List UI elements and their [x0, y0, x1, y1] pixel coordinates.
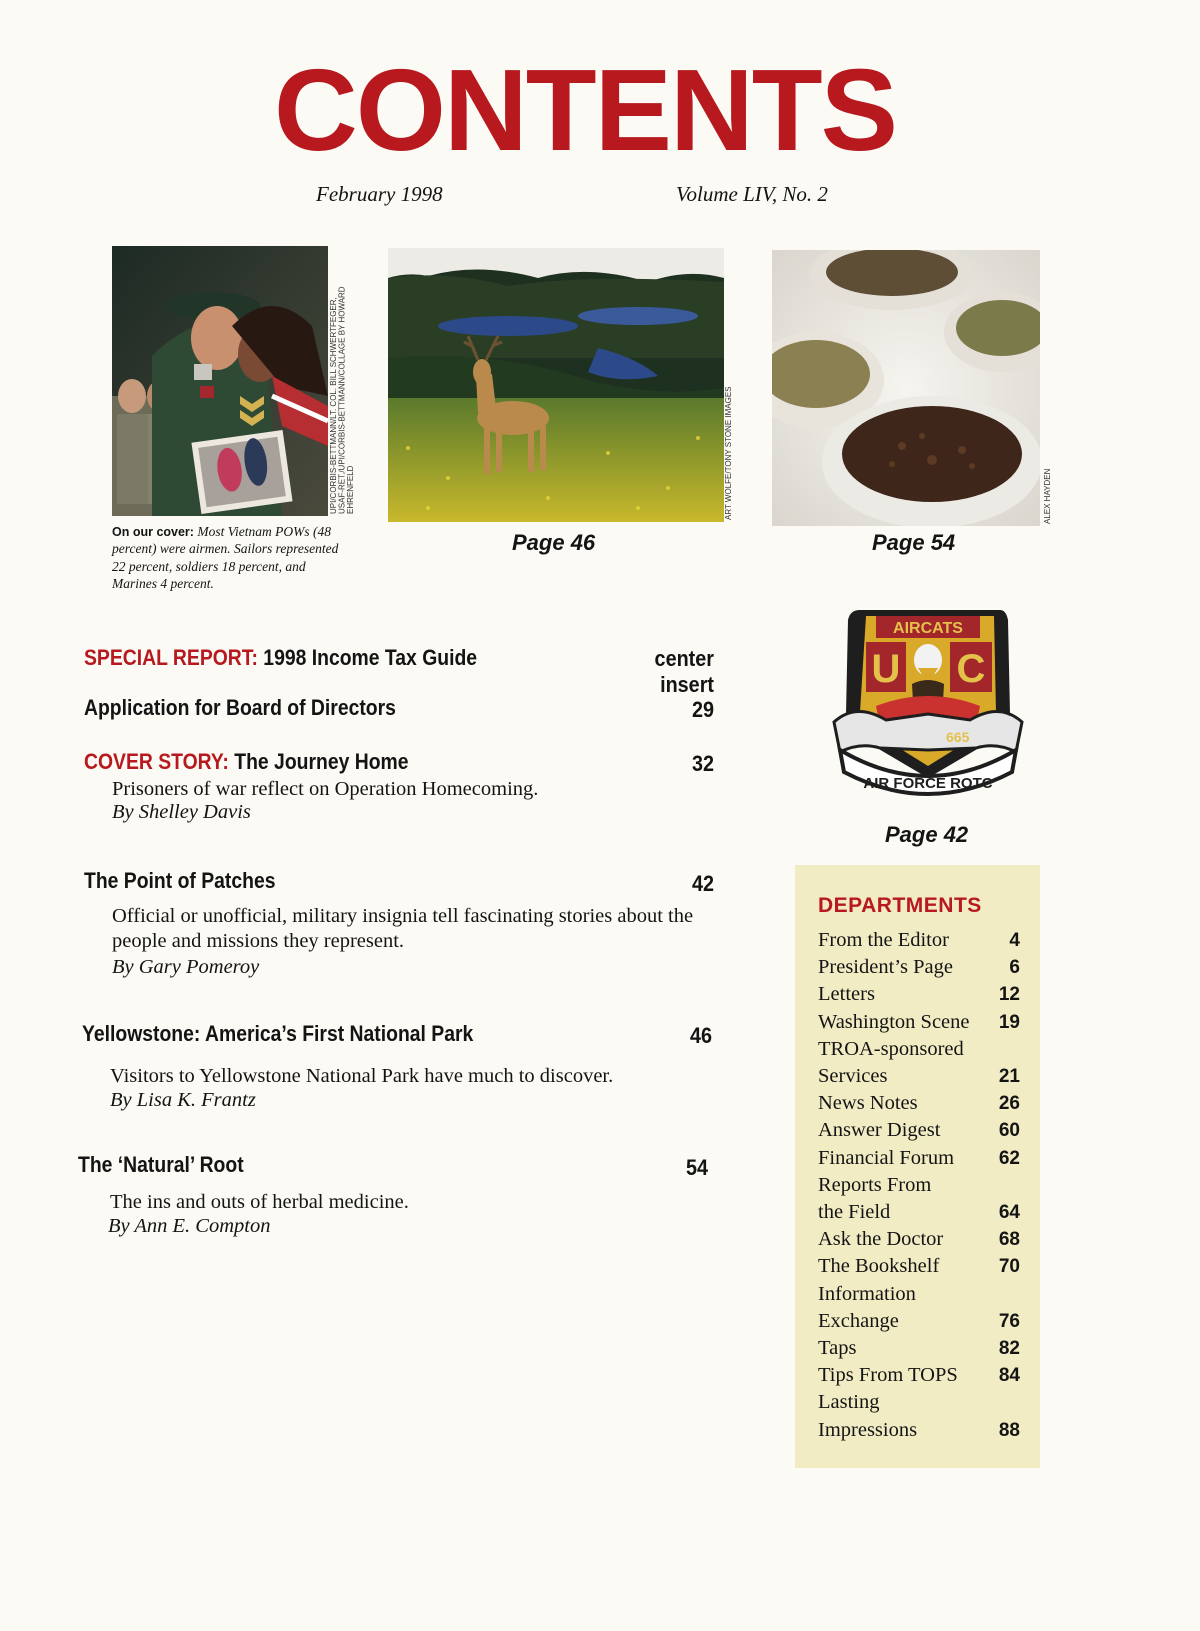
department-item-page: 6	[1009, 957, 1020, 979]
toc-page: 46	[689, 1023, 712, 1048]
toc-page: 54	[685, 1155, 708, 1180]
department-item-label: Lasting	[818, 1391, 880, 1414]
deer-photo-credit: ART WOLFE/TONY STONE IMAGES	[724, 386, 733, 520]
department-item-page: 19	[998, 1011, 1020, 1033]
toc-description: The ins and outs of herbal medicine.	[110, 1191, 409, 1213]
department-item-label: Information	[818, 1282, 916, 1305]
department-item-label: Services	[818, 1065, 888, 1087]
toc-cover-story[interactable]	[84, 749, 409, 775]
toc-title: 1998 Income Tax Guide	[263, 645, 478, 670]
toc-special-report[interactable]	[84, 645, 477, 671]
patch-image	[826, 602, 1030, 814]
herbs-photo	[772, 250, 1040, 526]
department-item-label: Tips From TOPS	[818, 1364, 958, 1387]
herbs-photo-credit: ALEX HAYDEN	[1043, 468, 1052, 524]
page-title: CONTENTS	[274, 45, 896, 175]
toc-label: SPECIAL REPORT:	[84, 645, 258, 670]
cover-caption	[112, 523, 342, 592]
department-item-label: From the Editor	[818, 929, 949, 951]
toc-description: Official or unofficial, military insignia tell fascinating stories about the people and missions they represent.	[112, 905, 694, 952]
deer-page-caption: Page 46	[512, 530, 596, 555]
department-item-label: Reports From	[818, 1173, 932, 1196]
toc-title: Application for Board of Directors	[84, 695, 396, 720]
cover-photo	[112, 246, 328, 516]
toc-page: 42	[691, 871, 714, 896]
patch-bottom-text: AIR FORCE ROTC	[863, 775, 993, 792]
department-item-page: 68	[998, 1229, 1020, 1251]
department-item-page: 64	[998, 1202, 1020, 1223]
issue-date: February 1998	[316, 182, 443, 206]
patch-number: 665	[946, 729, 970, 745]
department-item-page: 82	[998, 1338, 1020, 1359]
toc-title: Yellowstone: America’s First National Park	[82, 1021, 474, 1046]
department-item-label: the Field	[818, 1201, 891, 1223]
patch-top-text: AIRCATS	[893, 620, 963, 637]
patch-page-caption: Page 42	[885, 822, 969, 847]
department-item-label: News Notes	[818, 1092, 918, 1115]
patch-letter-left: U	[871, 647, 901, 691]
department-item-page: 21	[998, 1066, 1020, 1087]
issue-volume: Volume LIV, No. 2	[676, 182, 828, 206]
toc-description: Visitors to Yellowstone National Park have much to discover.	[110, 1065, 614, 1087]
department-item-label: The Bookshelf	[818, 1255, 940, 1278]
department-item-label: Ask the Doctor	[818, 1228, 944, 1251]
department-item-page: 60	[998, 1120, 1020, 1142]
department-item-label: Exchange	[818, 1309, 899, 1332]
toc-title: The Journey Home	[234, 749, 409, 774]
cover-caption-label: On our cover:	[112, 525, 194, 539]
department-item-page: 88	[998, 1419, 1020, 1441]
toc-description: Prisoners of war reflect on Operation Homecoming.	[112, 778, 539, 800]
department-item-page: 12	[998, 984, 1020, 1006]
department-item-label: Letters	[818, 983, 875, 1006]
toc-page: 29	[691, 697, 714, 722]
toc-label: COVER STORY:	[84, 749, 229, 774]
toc-byline: By Ann E. Compton	[108, 1215, 271, 1237]
toc-byline: By Gary Pomeroy	[112, 956, 260, 978]
toc-page: 32	[691, 751, 714, 776]
toc-byline: By Lisa K. Frantz	[110, 1089, 256, 1111]
department-item-page: 76	[998, 1310, 1020, 1332]
cover-caption-text: Most Vietnam POWs (48 percent) were airmen. Sailors represented 22 percent, soldiers 18 percent, and Marines 4 percent.	[112, 524, 339, 591]
toc-byline: By Shelley Davis	[112, 801, 251, 823]
department-item-label: Financial Forum	[818, 1146, 955, 1169]
department-item-label: Washington Scene	[818, 1010, 970, 1033]
toc-title: The ‘Natural’ Root	[78, 1152, 244, 1177]
toc-board-application[interactable]	[84, 695, 396, 721]
department-item-page: 70	[998, 1256, 1020, 1278]
toc-point-of-patches[interactable]	[84, 868, 275, 894]
department-item-label: TROA-sponsored	[818, 1037, 964, 1060]
toc-natural-root[interactable]	[78, 1152, 244, 1178]
department-item-label: Taps	[818, 1337, 857, 1359]
toc-title: The Point of Patches	[84, 868, 276, 893]
departments-title: DEPARTMENTS	[818, 894, 982, 917]
toc-page: center insert	[654, 646, 714, 697]
department-item-label: Answer Digest	[818, 1119, 941, 1142]
department-item-page: 62	[998, 1147, 1020, 1169]
department-item-label: Impressions	[818, 1418, 918, 1441]
cover-photo-credit: UPI/CORBIS-BETTMANN/LT. COL. BILL SCHWERTFEGER, USAF-RET./UPI/CORBIS-BETTMANN/COLLAGE BY HOWARD EHRENFELD	[329, 286, 355, 514]
department-item-page: 84	[998, 1365, 1020, 1387]
department-item-page: 4	[1009, 930, 1020, 951]
department-item-page: 26	[998, 1093, 1020, 1115]
toc-yellowstone[interactable]	[82, 1021, 473, 1047]
department-item-label: President’s Page	[818, 956, 953, 979]
herbs-page-caption: Page 54	[872, 530, 956, 555]
deer-photo	[388, 248, 724, 522]
patch-letter-right: C	[956, 647, 986, 691]
